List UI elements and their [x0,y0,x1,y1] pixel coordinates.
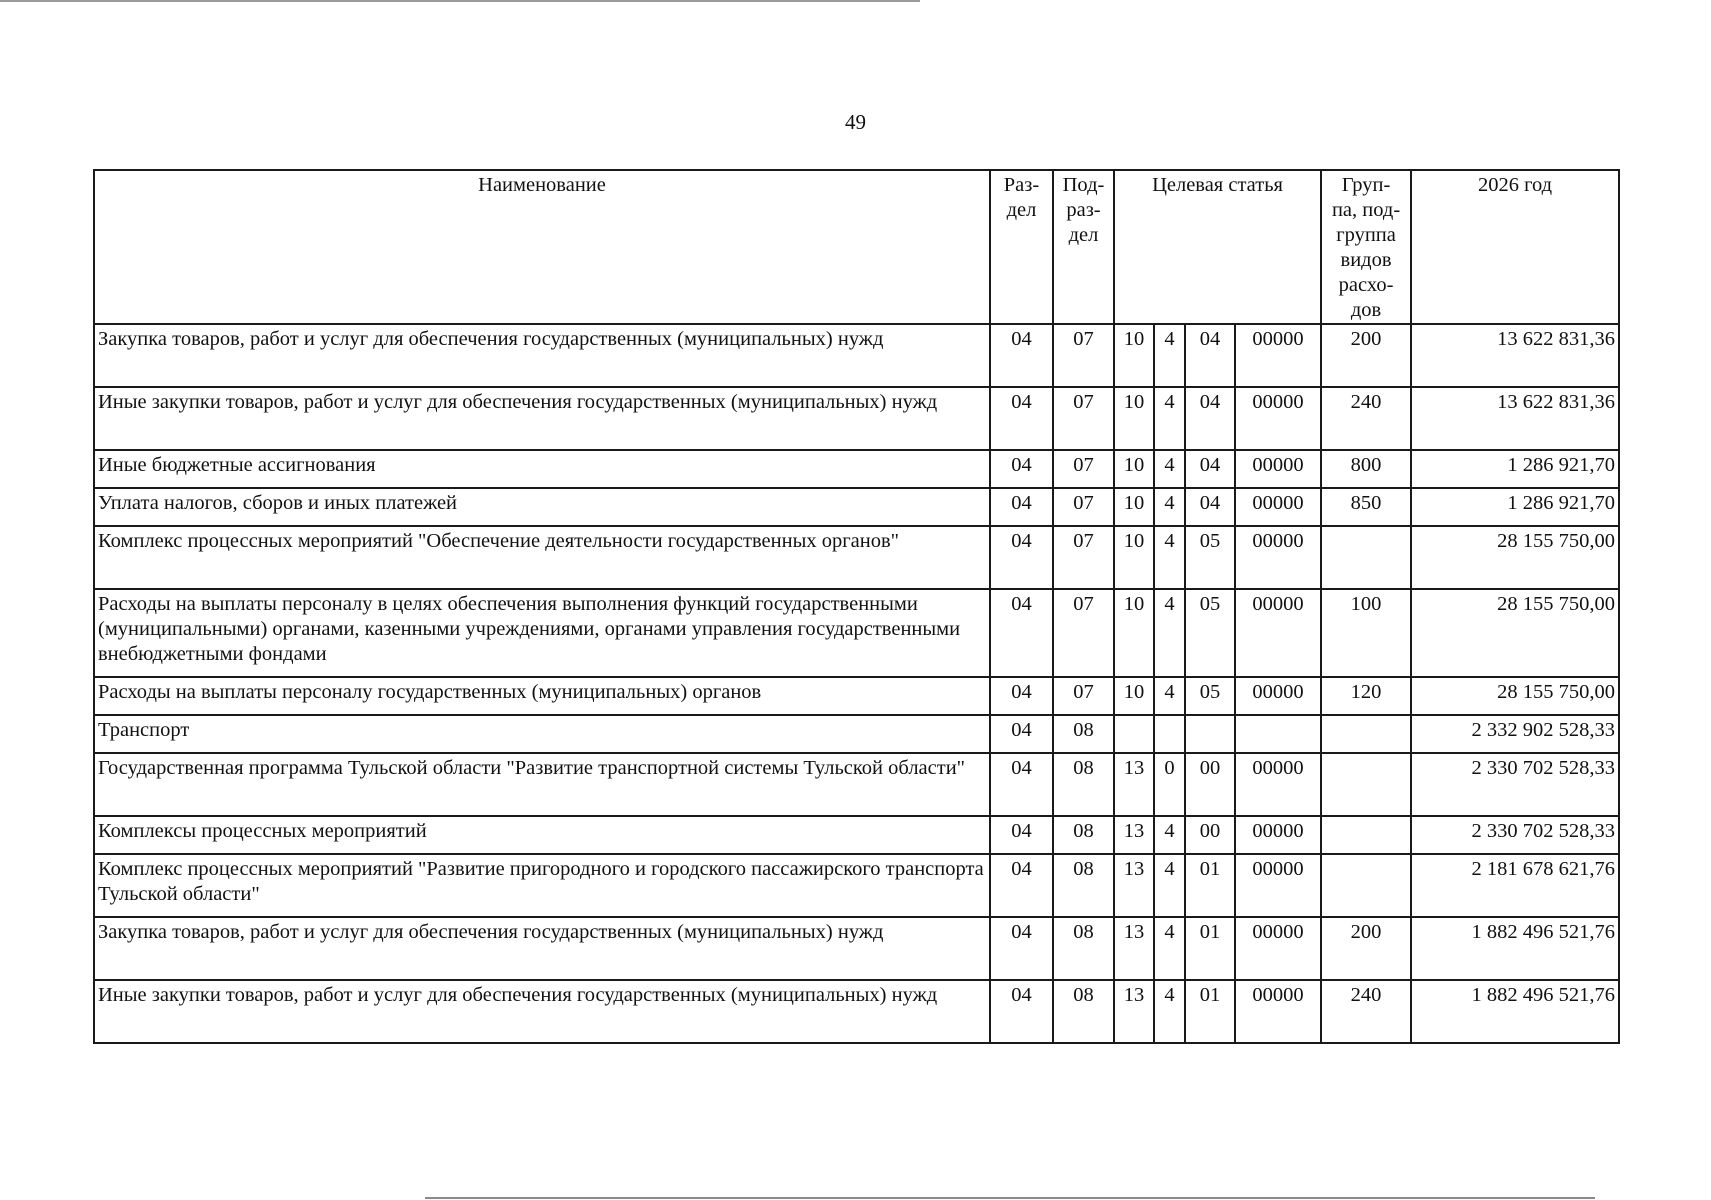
cell-expense-group: 120 [1321,677,1411,715]
cell-expense-group: 200 [1321,324,1411,387]
cell-expense-group [1321,526,1411,589]
cell-target-direction [1185,715,1235,753]
cell-name: Закупка товаров, работ и услуг для обеспечения государственных (муниципальных) нужд [94,917,990,980]
cell-expense-group [1321,715,1411,753]
cell-target-direction: 04 [1185,387,1235,450]
scan-edge-top [0,0,920,2]
cell-target-direction: 00 [1185,816,1235,854]
cell-podrazdel: 07 [1053,324,1114,387]
table-row [94,677,1619,715]
cell-target-program: 13 [1114,854,1154,917]
header-expense-group: Груп- па, под- группа видов расхо- дов [1321,170,1411,324]
cell-podrazdel: 08 [1053,854,1114,917]
cell-amount-2026: 13 622 831,36 [1411,324,1619,387]
cell-razdel: 04 [990,387,1053,450]
header-razdel: Раз- дел [990,170,1053,324]
cell-amount-2026: 2 181 678 621,76 [1411,854,1619,917]
cell-expense-group: 240 [1321,387,1411,450]
cell-podrazdel: 07 [1053,387,1114,450]
cell-target-program: 10 [1114,324,1154,387]
cell-target-type: 4 [1154,324,1185,387]
cell-expense-group: 800 [1321,450,1411,488]
cell-podrazdel: 07 [1053,677,1114,715]
cell-expense-group [1321,854,1411,917]
cell-razdel: 04 [990,526,1053,589]
cell-target-direction: 04 [1185,488,1235,526]
cell-podrazdel: 08 [1053,917,1114,980]
cell-razdel: 04 [990,854,1053,917]
cell-target-direction: 04 [1185,450,1235,488]
table-row [94,526,1619,589]
cell-target-type: 4 [1154,917,1185,980]
cell-razdel: 04 [990,980,1053,1043]
cell-target-type [1154,715,1185,753]
cell-amount-2026: 1 882 496 521,76 [1411,917,1619,980]
cell-target-code: 00000 [1235,324,1321,387]
cell-name: Комплекс процессных мероприятий "Обеспечение деятельности государственных органов" [94,526,990,589]
cell-razdel: 04 [990,753,1053,816]
cell-target-code: 00000 [1235,526,1321,589]
cell-target-program: 10 [1114,450,1154,488]
cell-target-direction: 05 [1185,677,1235,715]
cell-amount-2026: 2 332 902 528,33 [1411,715,1619,753]
cell-amount-2026: 1 882 496 521,76 [1411,980,1619,1043]
cell-razdel: 04 [990,589,1053,677]
cell-razdel: 04 [990,488,1053,526]
cell-target-program: 13 [1114,917,1154,980]
cell-target-direction: 05 [1185,526,1235,589]
cell-podrazdel: 07 [1053,526,1114,589]
table-row [94,387,1619,450]
header-name: Наименование [94,170,990,324]
cell-target-type: 4 [1154,450,1185,488]
cell-name: Расходы на выплаты персоналу в целях обеспечения выполнения функций государственными (муниципальными) органами, казенными учреждениями, органами управления государственными внебюджетными фондами [94,589,990,677]
cell-target-code: 00000 [1235,854,1321,917]
cell-target-code: 00000 [1235,677,1321,715]
page-number: 49 [845,110,866,134]
budget-table [93,169,1620,1044]
table-row [94,816,1619,854]
cell-target-type: 4 [1154,526,1185,589]
table-row [94,715,1619,753]
cell-amount-2026: 2 330 702 528,33 [1411,753,1619,816]
cell-podrazdel: 07 [1053,450,1114,488]
cell-target-code: 00000 [1235,589,1321,677]
cell-target-type: 4 [1154,677,1185,715]
cell-target-program: 10 [1114,488,1154,526]
cell-expense-group: 100 [1321,589,1411,677]
cell-target-direction: 01 [1185,854,1235,917]
cell-razdel: 04 [990,677,1053,715]
cell-target-program: 10 [1114,387,1154,450]
cell-amount-2026: 28 155 750,00 [1411,677,1619,715]
cell-target-code: 00000 [1235,488,1321,526]
cell-target-type: 4 [1154,854,1185,917]
cell-target-program: 10 [1114,677,1154,715]
cell-target-type: 0 [1154,753,1185,816]
cell-target-program: 13 [1114,980,1154,1043]
table-row [94,854,1619,917]
cell-amount-2026: 28 155 750,00 [1411,589,1619,677]
cell-name: Закупка товаров, работ и услуг для обеспечения государственных (муниципальных) нужд [94,324,990,387]
cell-expense-group: 240 [1321,980,1411,1043]
cell-name: Транспорт [94,715,990,753]
cell-target-program: 10 [1114,589,1154,677]
cell-name: Уплата налогов, сборов и иных платежей [94,488,990,526]
cell-name: Государственная программа Тульской области "Развитие транспортной системы Тульской области" [94,753,990,816]
cell-target-code: 00000 [1235,816,1321,854]
table-row [94,324,1619,387]
cell-target-program: 13 [1114,816,1154,854]
cell-target-program: 13 [1114,753,1154,816]
header-podrazdel: Под- раз- дел [1053,170,1114,324]
cell-amount-2026: 1 286 921,70 [1411,488,1619,526]
cell-expense-group [1321,753,1411,816]
cell-razdel: 04 [990,816,1053,854]
cell-target-direction: 05 [1185,589,1235,677]
cell-amount-2026: 28 155 750,00 [1411,526,1619,589]
cell-amount-2026: 1 286 921,70 [1411,450,1619,488]
cell-target-direction: 04 [1185,324,1235,387]
cell-target-type: 4 [1154,488,1185,526]
table-row [94,753,1619,816]
header-target-article: Целевая статья [1114,170,1321,324]
scan-edge-bottom [425,1197,1595,1199]
cell-target-type: 4 [1154,589,1185,677]
cell-name: Иные закупки товаров, работ и услуг для обеспечения государственных (муниципальных) нужд [94,980,990,1043]
cell-target-type: 4 [1154,387,1185,450]
cell-target-program [1114,715,1154,753]
cell-target-program: 10 [1114,526,1154,589]
cell-podrazdel: 08 [1053,816,1114,854]
cell-amount-2026: 2 330 702 528,33 [1411,816,1619,854]
cell-target-code: 00000 [1235,450,1321,488]
cell-target-direction: 00 [1185,753,1235,816]
cell-expense-group: 200 [1321,917,1411,980]
cell-target-code: 00000 [1235,387,1321,450]
cell-target-code: 00000 [1235,980,1321,1043]
cell-podrazdel: 07 [1053,589,1114,677]
cell-expense-group [1321,816,1411,854]
cell-podrazdel: 08 [1053,980,1114,1043]
table-row [94,589,1619,677]
cell-razdel: 04 [990,450,1053,488]
cell-amount-2026: 13 622 831,36 [1411,387,1619,450]
cell-name: Расходы на выплаты персоналу государственных (муниципальных) органов [94,677,990,715]
header-year-2026: 2026 год [1411,170,1619,324]
cell-name: Иные закупки товаров, работ и услуг для обеспечения государственных (муниципальных) нужд [94,387,990,450]
cell-target-direction: 01 [1185,917,1235,980]
cell-razdel: 04 [990,917,1053,980]
cell-podrazdel: 07 [1053,488,1114,526]
cell-target-code: 00000 [1235,917,1321,980]
cell-podrazdel: 08 [1053,753,1114,816]
cell-razdel: 04 [990,324,1053,387]
cell-target-direction: 01 [1185,980,1235,1043]
cell-name: Комплексы процессных мероприятий [94,816,990,854]
cell-expense-group: 850 [1321,488,1411,526]
table-row [94,980,1619,1043]
table-row [94,917,1619,980]
cell-razdel: 04 [990,715,1053,753]
table-header-row [94,170,1619,324]
cell-target-type: 4 [1154,816,1185,854]
cell-target-code [1235,715,1321,753]
cell-target-code: 00000 [1235,753,1321,816]
cell-podrazdel: 08 [1053,715,1114,753]
cell-name: Комплекс процессных мероприятий "Развитие пригородного и городского пассажирского транспорта Тульской области" [94,854,990,917]
table-row [94,488,1619,526]
cell-name: Иные бюджетные ассигнования [94,450,990,488]
table-row [94,450,1619,488]
cell-target-type: 4 [1154,980,1185,1043]
